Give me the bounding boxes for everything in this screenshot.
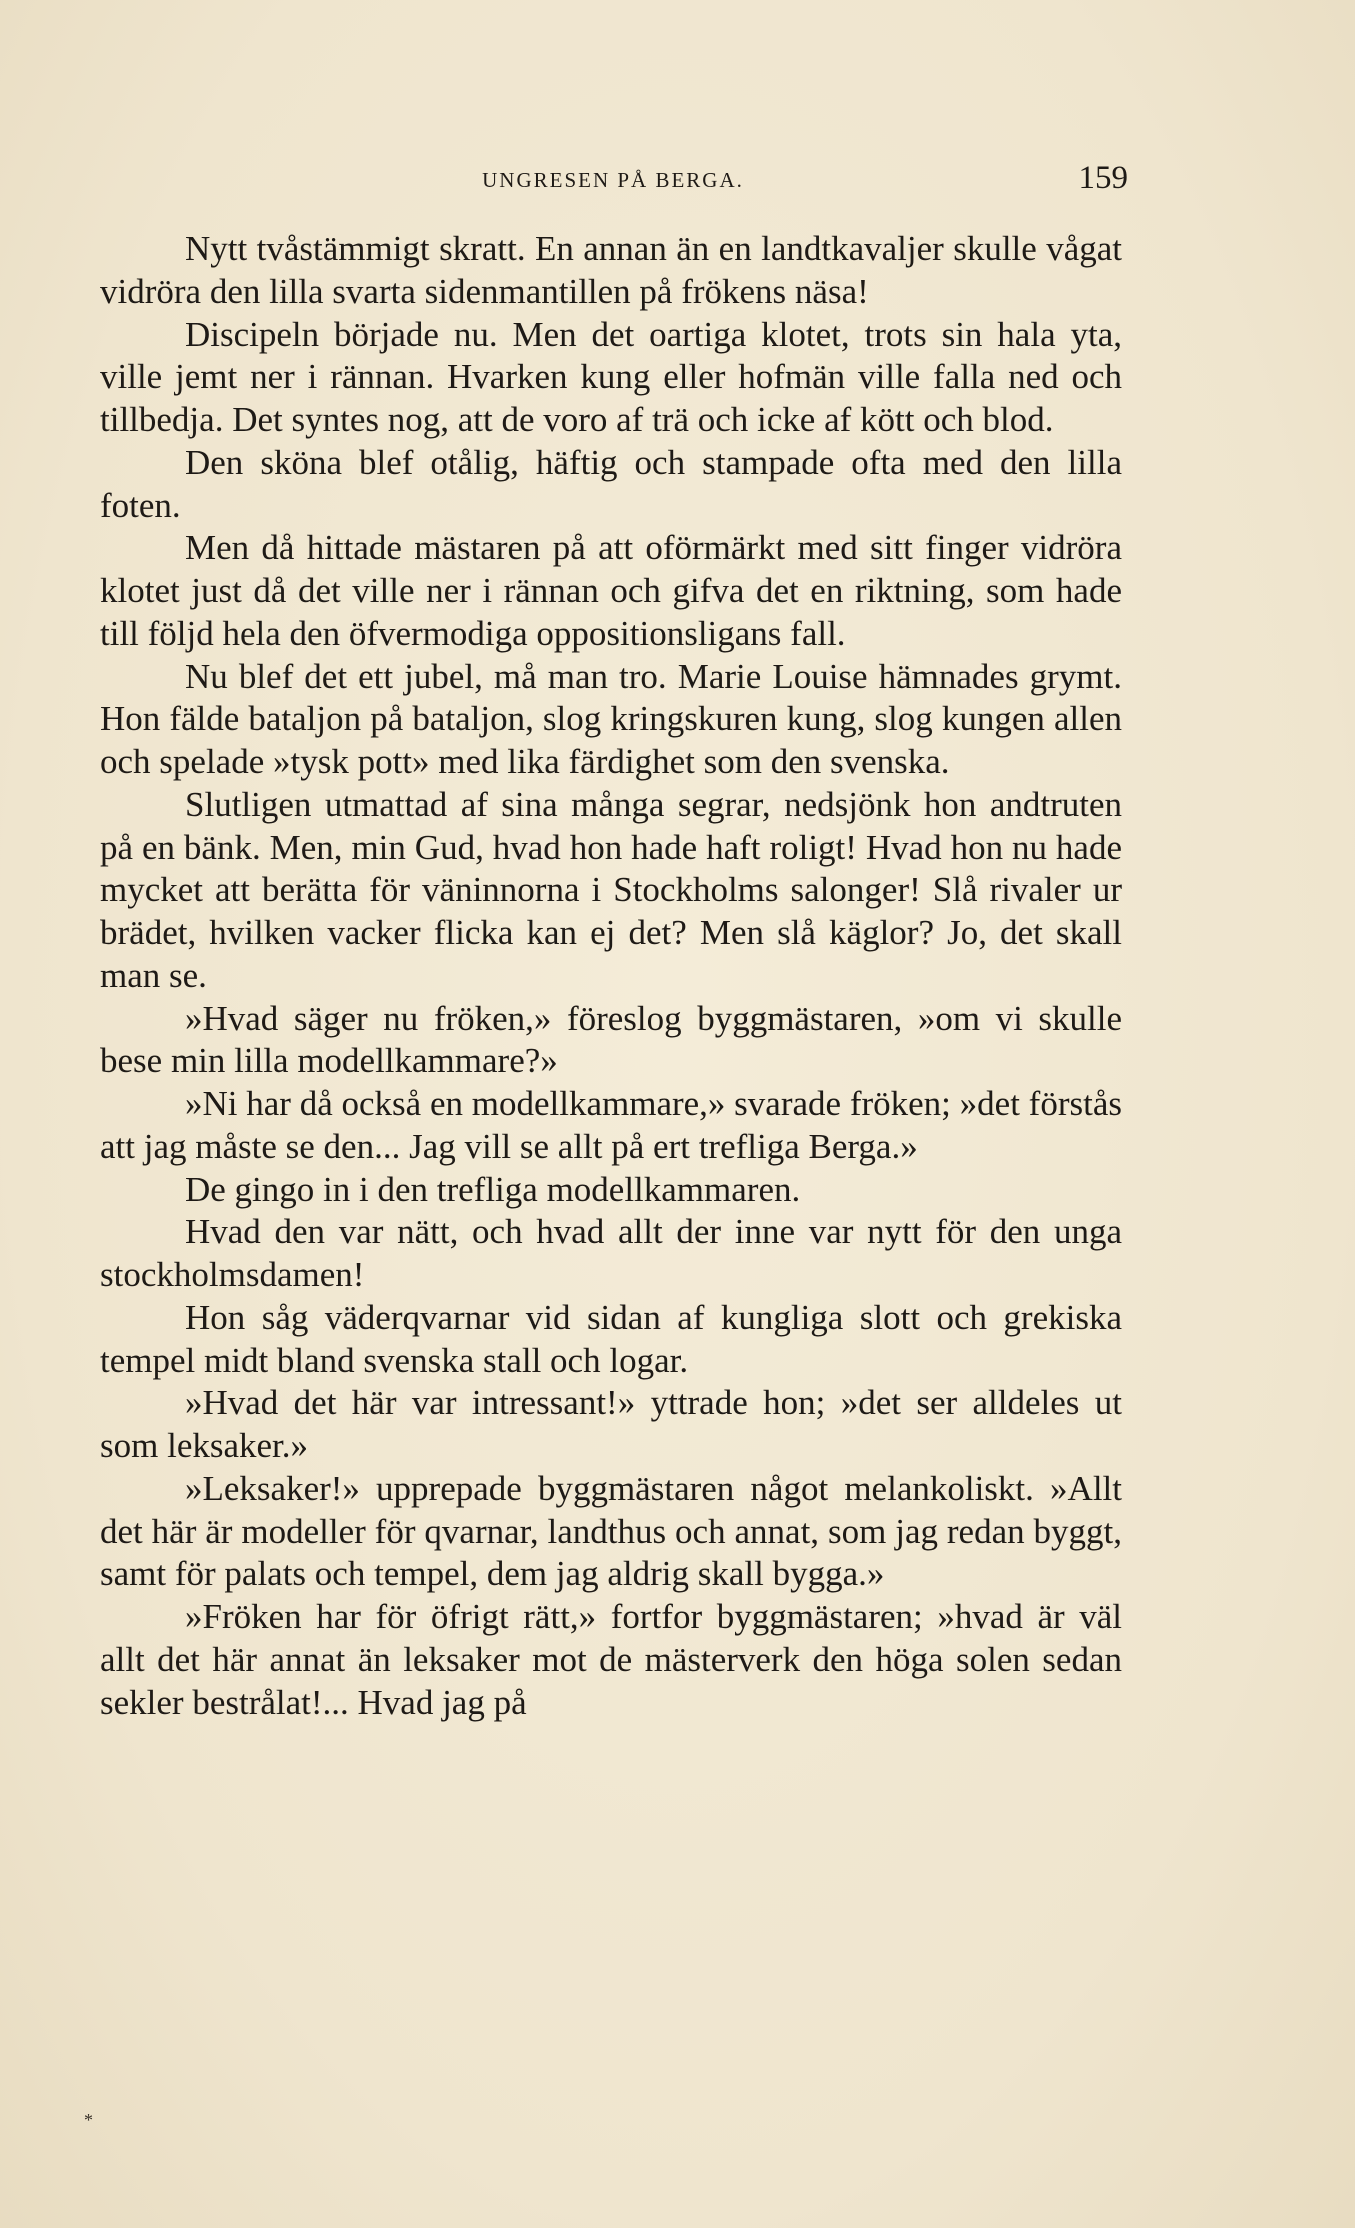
text-body — [100, 228, 1122, 1724]
running-title: UNGRESEN PÅ BERGA. — [482, 168, 744, 192]
paragraph: »Fröken har för öfrigt rätt,» fortfor byggmästaren; »hvad är väl allt det här annat än leksaker mot de mästerverk den höga solen sedan sekler bestrålat!... Hvad jag på — [100, 1597, 1122, 1722]
paragraph: »Ni har då också en modellkammare,» svarade fröken; »det förstås att jag måste se den... Jag vill se allt på ert trefliga Berga.» — [100, 1084, 1122, 1166]
paragraph: Slutligen utmattad af sina många segrar, nedsjönk hon andtruten på en bänk. Men, min Gud, hvad hon hade haft roligt! Hvad hon nu hade mycket att berätta för väninnorna i Stockholms salonger! Slå rivaler ur brädet, hvilken vacker flicka kan ej det? Men slå käglor? Jo, det skall man se. — [100, 784, 1122, 995]
paragraph: Nu blef det ett jubel, må man tro. Marie Louise hämnades grymt. Hon fälde bataljon på bataljon, slog kringskuren kung, slog kungen allen och spelade »tysk pott» med lika färdighet som den svenska. — [100, 656, 1122, 781]
paragraph: Discipeln började nu. Men det oartiga klotet, trots sin hala yta, ville jemt ner i rännan. Hvarken kung eller hofmän ville falla ned och tillbedja. Det syntes nog, att de voro af trä och icke af kött och blod. — [100, 314, 1122, 439]
page-number: 159 — [1078, 160, 1128, 196]
paragraph: De gingo in i den trefliga modellkammaren. — [185, 1169, 801, 1209]
paragraph: »Hvad säger nu fröken,» föreslog byggmästaren, »om vi skulle bese min lilla modellkammare?» — [100, 998, 1122, 1081]
paragraph: »Leksaker!» upprepade byggmästaren något melankoliskt. »Allt det här är modeller för qvarnar, landthus och annat, som jag redan byggt, samt för palats och tempel, dem jag aldrig skall bygga.» — [100, 1468, 1122, 1594]
paragraph: Men då hittade mästaren på att oförmärkt med sitt finger vidröra klotet just då det ville ner i rännan och gifva det en riktning, som hade till följd hela den öfvermodiga oppositionsligans fall. — [100, 528, 1122, 653]
paragraph: Den sköna blef otålig, häftig och stampade ofta med den lilla foten. — [100, 442, 1122, 525]
paragraph: Hon såg väderqvarnar vid sidan af kungliga slott och grekiska tempel midt bland svenska stall och logar. — [100, 1297, 1122, 1380]
paragraph: »Hvad det här var intressant!» yttrade hon; »det ser alldeles ut som leksaker.» — [100, 1383, 1122, 1465]
paragraph: Hvad den var nätt, och hvad allt der inne var nytt för den unga stockholmsdamen! — [100, 1212, 1122, 1294]
stray-mark: * — [84, 2110, 93, 2130]
running-head — [98, 160, 1128, 200]
paragraph: Nytt tvåstämmigt skratt. En annan än en landtkavaljer skulle vågat vidröra den lilla svarta sidenmantillen på frökens näsa! — [100, 229, 1122, 311]
